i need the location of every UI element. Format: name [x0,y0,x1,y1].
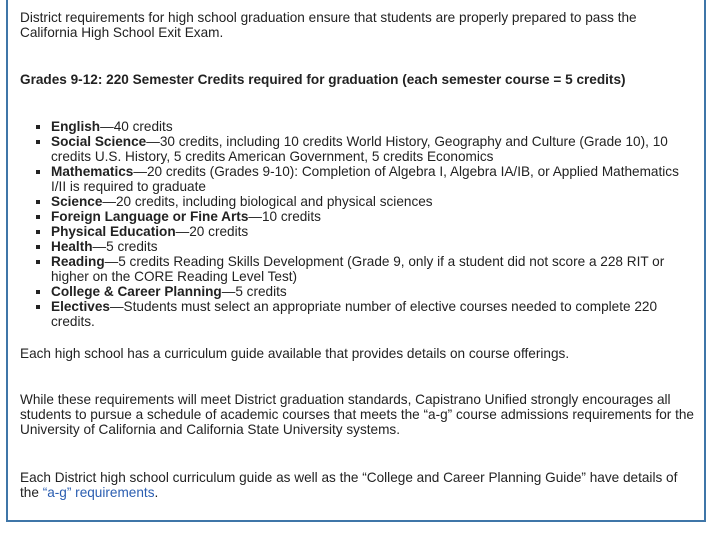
requirement-detail: —10 credits [248,209,321,224]
requirement-term: Physical Education [51,224,176,239]
details-text: Each District high school curriculum guide as well as the “College and Career Planning Guide” have details of the [20,470,678,500]
bullet-icon [36,260,40,264]
requirement-term: College & Career Planning [51,284,222,299]
list-item [51,119,696,134]
requirement-detail: —Students must select an appropriate number of elective courses needed to complete 220 credits. [51,299,658,329]
requirement-detail: —40 credits [100,119,173,134]
curriculum-guide-paragraph: Each high school has a curriculum guide available that provides details on course offerings. [20,346,570,361]
credits-heading: Grades 9-12: 220 Semester Credits required for graduation (each semester course = 5 credits) [20,72,626,87]
bullet-icon [36,305,40,309]
requirements-list [20,119,696,329]
list-item [51,224,696,239]
requirement-term: Mathematics [51,164,134,179]
requirement-detail: —5 credits Reading Skills Development (Grade 9, only if a student did not score a 228 RIT or higher on the CORE Reading Level Test) [51,254,665,284]
requirement-term: Foreign Language or Fine Arts [51,209,249,224]
bullet-icon [36,215,40,219]
details-end: . [154,485,159,500]
bullet-icon [36,200,40,204]
list-item [51,284,696,299]
requirement-term: Social Science [51,134,147,149]
bullet-icon [36,230,40,234]
a-g-requirements-link[interactable]: “a-g” requirements [42,485,155,500]
requirement-detail: —5 credits [221,284,287,299]
requirement-term: Reading [51,254,105,269]
standards-paragraph: While these requirements will meet District graduation standards, Capistrano Unified strongly encourages all students to pursue a schedule of academic courses that meets the “a-g” course admissions requirements for the University of California and California State University systems. [20,392,694,437]
requirement-detail: —20 credits [175,224,249,239]
intro-paragraph: District requirements for high school graduation ensure that students are properly prepared to pass the California High School Exit Exam. [20,10,637,40]
content-panel [6,0,706,522]
list-item [51,209,696,224]
details-paragraph [20,470,696,500]
requirement-term: Electives [51,299,110,314]
requirement-term: Science [51,194,103,209]
list-item [51,254,696,284]
bullet-icon [36,290,40,294]
requirement-detail: —20 credits, including biological and physical sciences [102,194,433,209]
list-item [51,299,696,329]
bullet-icon [36,140,40,144]
requirement-detail: —20 credits (Grades 9-10): Completion of Algebra I, Algebra IA/IB, or Applied Mathematics I/II is required to graduate [51,164,679,194]
bullet-icon [36,170,40,174]
requirement-detail: —30 credits, including 10 credits World History, Geography and Culture (Grade 10), 10 credits U.S. History, 5 credits American Government, 5 credits Economics [51,134,668,164]
requirement-term: Health [51,239,93,254]
requirement-detail: —5 credits [92,239,158,254]
bullet-icon [36,245,40,249]
requirement-term: English [51,119,101,134]
list-item [51,194,696,209]
bullet-icon [36,125,40,129]
list-item [51,134,696,164]
list-item [51,239,696,254]
list-item [51,164,696,194]
